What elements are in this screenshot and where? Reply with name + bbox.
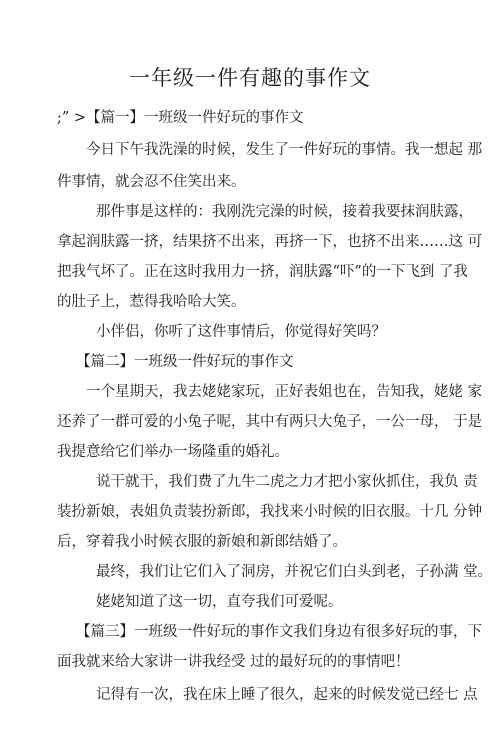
paragraph-line: 最终，我们让它们入了洞房，并祝它们白头到老，子孙满 堂。: [96, 564, 493, 580]
paragraph-line: 的肚子上，惹得我哈哈大笑。: [57, 294, 246, 310]
paragraph-line: 一个星期天，我去姥姥家玩，正好表姐也在，告知我，姥姥 家: [86, 384, 483, 400]
paragraph-line: 件事情，就会忍不住笑出来。: [57, 174, 246, 190]
paragraph-line: 把我气坏了。正在这时我用力一挤，润肤露“吓”的一下飞到 了我: [57, 264, 468, 280]
section-heading-3: 【篇三】一班级一件好玩的事作文我们身边有很多好玩的事，下: [76, 624, 482, 640]
section-heading-2: 【篇二】一班级一件好玩的事作文: [76, 354, 294, 370]
paragraph-line: 今日下午我洗澡的时候，发生了一件好玩的事情。我一想起 那: [86, 142, 483, 158]
paragraph-line: 我提意给它们举办一场隆重的婚礼。: [57, 444, 289, 460]
paragraph-line: 姥姥知道了这一切，直夸我们可爱呢。: [96, 594, 343, 610]
paragraph-line: 后，穿着我小时候衣服的新娘和新郎结婚了。: [57, 534, 347, 550]
paragraph-line: 说干就干，我们费了九牛二虎之力才把小家伙抓住，我负 责: [96, 474, 478, 490]
page-title: 一年级一件有趣的事作文: [129, 66, 371, 90]
paragraph-line: 记得有一次，我在床上睡了很久，起来的时候发觉已经七 点: [96, 687, 478, 703]
section-heading-1: ;” >【篇一】一班级一件好玩的事作文: [57, 110, 304, 126]
paragraph-line: 面我就来给大家讲一讲我经受 过的最好玩的的事情吧！: [57, 654, 410, 670]
paragraph-line: 还养了一群可爱的小兔子呢，其中有两只大兔子，一公一母， 于是: [57, 414, 483, 430]
paragraph-line: 那件事是这样的：我刚洗完澡的时候，接着我要抹润肤露，: [96, 204, 473, 220]
paragraph-line: 小伴侣，你听了这件事情后，你觉得好笑吗？: [96, 324, 386, 340]
paragraph-line: 装扮新娘，表姐负责装扮新郎，我找来小时候的旧衣服。十几 分钟: [57, 504, 483, 520]
paragraph-line: 拿起润肤露一挤，结果挤不出来，再挤一下，也挤不出来……这 可: [57, 234, 483, 250]
